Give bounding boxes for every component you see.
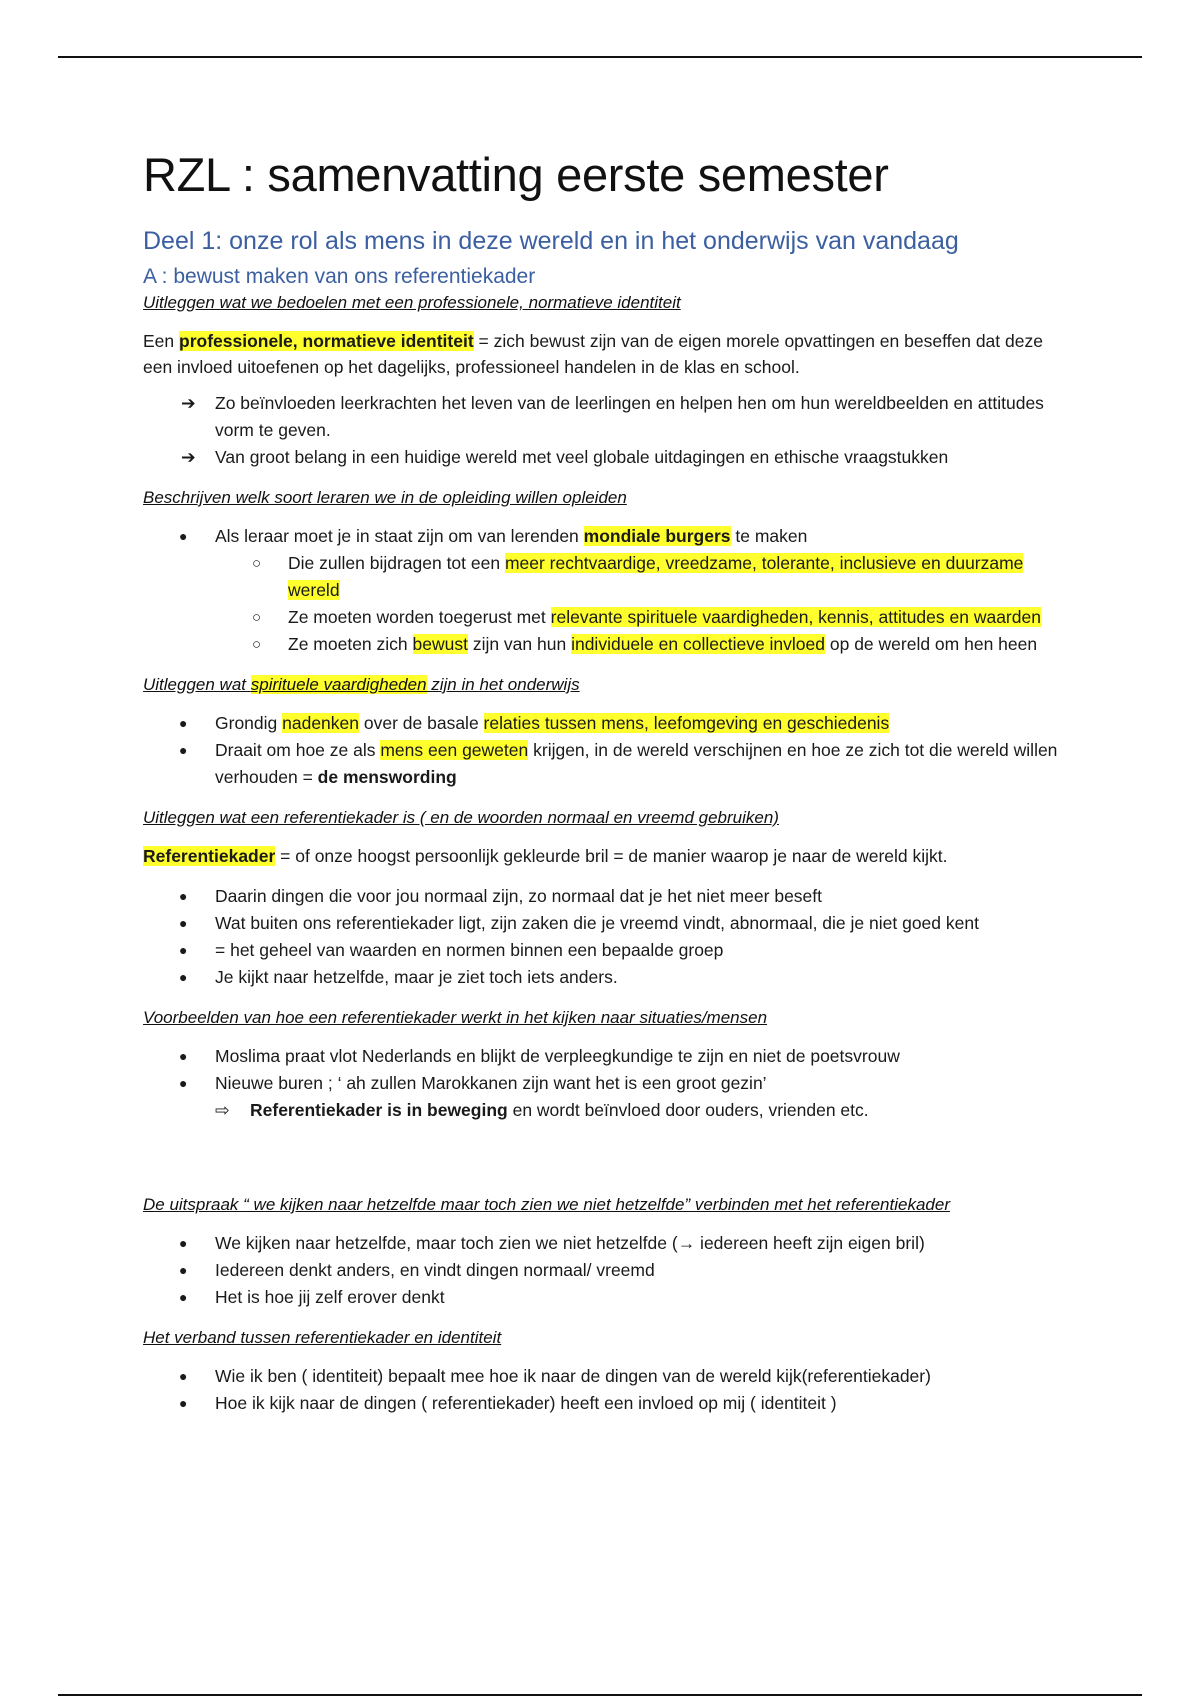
list-item: ➔ Zo beïnvloeden leerkrachten het leven van de leerlingen en helpen hen om hun wereldbeelden en attitudes vorm te geven.	[143, 390, 1063, 444]
bullet-icon: ●	[179, 1262, 188, 1278]
question-heading: Uitleggen wat een referentiekader is ( en de woorden normaal en vreemd gebruiken)	[143, 808, 779, 827]
arrow-list	[143, 390, 1063, 471]
list-item: ● Je kijkt naar hetzelfde, maar je ziet toch iets anders.	[143, 964, 1063, 991]
sub-list-item: ○ Die zullen bijdragen tot een meer rechtvaardige, vreedzame, tolerante, inclusieve en duurzame wereld	[143, 550, 1063, 604]
list-item: ● = het geheel van waarden en normen binnen een bepaalde groep	[143, 937, 1063, 964]
question-1	[143, 292, 1063, 314]
arrow-icon: ➔	[181, 393, 196, 413]
sub-list-item: ○ Ze moeten worden toegerust met relevante spirituele vaardigheden, kennis, attitudes en waarden	[143, 604, 1063, 631]
question-7	[143, 1327, 1063, 1349]
bullet-icon: ●	[179, 1289, 188, 1305]
bullet-icon: ●	[179, 1075, 188, 1091]
list-item: ● We kijken naar hetzelfde, maar toch zien we niet hetzelfde (→ iedereen heeft zijn eigen bril)	[143, 1230, 1063, 1257]
bullet-icon: ●	[179, 1048, 188, 1064]
bullet-icon: ●	[179, 969, 188, 985]
bullet-icon: ●	[179, 528, 188, 544]
question-5	[143, 1007, 1063, 1029]
question-6	[143, 1194, 1063, 1216]
question-2	[143, 487, 1063, 509]
definition-paragraph: Referentiekader = of onze hoogst persoonlijk gekleurde bril = de manier waarop je naar de wereld kijkt.	[143, 846, 948, 866]
part-heading: Deel 1: onze rol als mens in deze wereld en in het onderwijs van vandaag	[143, 227, 959, 255]
question-heading: De uitspraak “ we kijken naar hetzelfde maar toch zien we niet hetzelfde” verbinden met het referentiekader	[143, 1195, 950, 1214]
list-item: ● Wie ik ben ( identiteit) bepaalt mee hoe ik naar de dingen van de wereld kijk(referentiekader)	[143, 1363, 1063, 1390]
top-rule	[58, 56, 1142, 58]
bullet-icon: ●	[179, 942, 188, 958]
highlight: professionele, normatieve identiteit	[179, 331, 474, 351]
circle-bullet-icon: ○	[252, 555, 262, 572]
section-heading: A : bewust maken van ons referentiekader	[143, 265, 536, 288]
hollow-arrow-icon: ⇨	[215, 1100, 230, 1120]
bullet-icon: ●	[179, 1395, 188, 1411]
list-item: ● Grondig nadenken over de basale relaties tussen mens, leefomgeving en geschiedenis	[143, 710, 1063, 737]
document-title: RZL : samenvatting eerste semester	[143, 148, 889, 201]
circle-bullet-icon: ○	[252, 609, 262, 626]
bullet-icon: ●	[179, 1235, 188, 1251]
list-item: ● Hoe ik kijk naar de dingen ( referentiekader) heeft een invloed op mij ( identiteit )	[143, 1390, 1063, 1417]
arrow-icon: ➔	[181, 447, 196, 467]
bullet-list	[143, 710, 1063, 791]
circle-bullet-icon: ○	[252, 636, 262, 653]
bullet-icon: ●	[179, 888, 188, 904]
list-item: ● Moslima praat vlot Nederlands en blijkt de verpleegkundige te zijn en niet de poetsvrouw	[143, 1043, 1063, 1070]
bullet-list	[143, 1043, 1063, 1097]
list-item: ● Iedereen denkt anders, en vindt dingen normaal/ vreemd	[143, 1257, 1063, 1284]
bullet-icon: ●	[179, 715, 188, 731]
definition-paragraph: Een professionele, normatieve identiteit = zich bewust zijn van de eigen morele opvattingen en beseffen dat deze een invloed uitoefenen op het dagelijks, professioneel handelen in de klas en school.	[143, 331, 1043, 377]
bullet-list	[143, 1230, 1063, 1311]
question-heading: Voorbeelden van hoe een referentiekader werkt in het kijken naar situaties/mensen	[143, 1008, 768, 1027]
bullet-icon: ●	[179, 915, 188, 931]
question-heading: Beschrijven welk soort leraren we in de opleiding willen opleiden	[143, 488, 627, 507]
list-item: ● Nieuwe buren ; ‘ ah zullen Marokkanen zijn want het is een groot gezin’	[143, 1070, 1063, 1097]
bullet-icon: ●	[179, 742, 188, 758]
question-4	[143, 807, 1063, 829]
bottom-rule	[58, 1694, 1142, 1696]
list-item: ● Het is hoe jij zelf erover denkt	[143, 1284, 1063, 1311]
question-heading: Uitleggen wat we bedoelen met een professionele, normatieve identiteit	[143, 293, 681, 312]
bullet-list	[143, 523, 1063, 658]
list-item: ➔ Van groot belang in een huidige wereld met veel globale uitdagingen en ethische vraagstukken	[143, 444, 1063, 471]
list-item: ● Als leraar moet je in staat zijn om van lerenden mondiale burgers te maken ○ Die zullen bijdragen tot een meer rechtvaardige, vreedzame, tolerante, inclusieve en duurzame wereld ○ Ze moeten worden toegerust met relevante spirituele vaardigheden, kennis, attitudes en waarden ○ Ze moeten zich bewust zijn van hun individuele en collectieve invloed op de wereld om hen heen	[143, 523, 1063, 658]
list-item: ● Wat buiten ons referentiekader ligt, zijn zaken die je vreemd vindt, abnormaal, die je niet goed kent	[143, 910, 1063, 937]
question-3	[143, 674, 1063, 696]
question-heading: Het verband tussen referentiekader en identiteit	[143, 1328, 502, 1347]
bullet-list	[143, 1363, 1063, 1417]
list-item: ● Draait om hoe ze als mens een geweten krijgen, in de wereld verschijnen en hoe ze zich tot die wereld willen verhouden = de menswording	[143, 737, 1063, 791]
bullet-icon: ●	[179, 1368, 188, 1384]
sub-list-item: ○ Ze moeten zich bewust zijn van hun individuele en collectieve invloed op de wereld om hen heen	[143, 631, 1063, 658]
sub-list	[215, 550, 1063, 658]
bullet-list	[143, 883, 1063, 991]
note-line: ⇨ Referentiekader is in beweging en wordt beïnvloed door ouders, vrienden etc.	[143, 1097, 1063, 1124]
list-item: ● Daarin dingen die voor jou normaal zijn, zo normaal dat je het niet meer beseft	[143, 883, 1063, 910]
question-heading: Uitleggen wat spirituele vaardigheden zijn in het onderwijs	[143, 675, 580, 694]
document-page	[143, 145, 1063, 1417]
